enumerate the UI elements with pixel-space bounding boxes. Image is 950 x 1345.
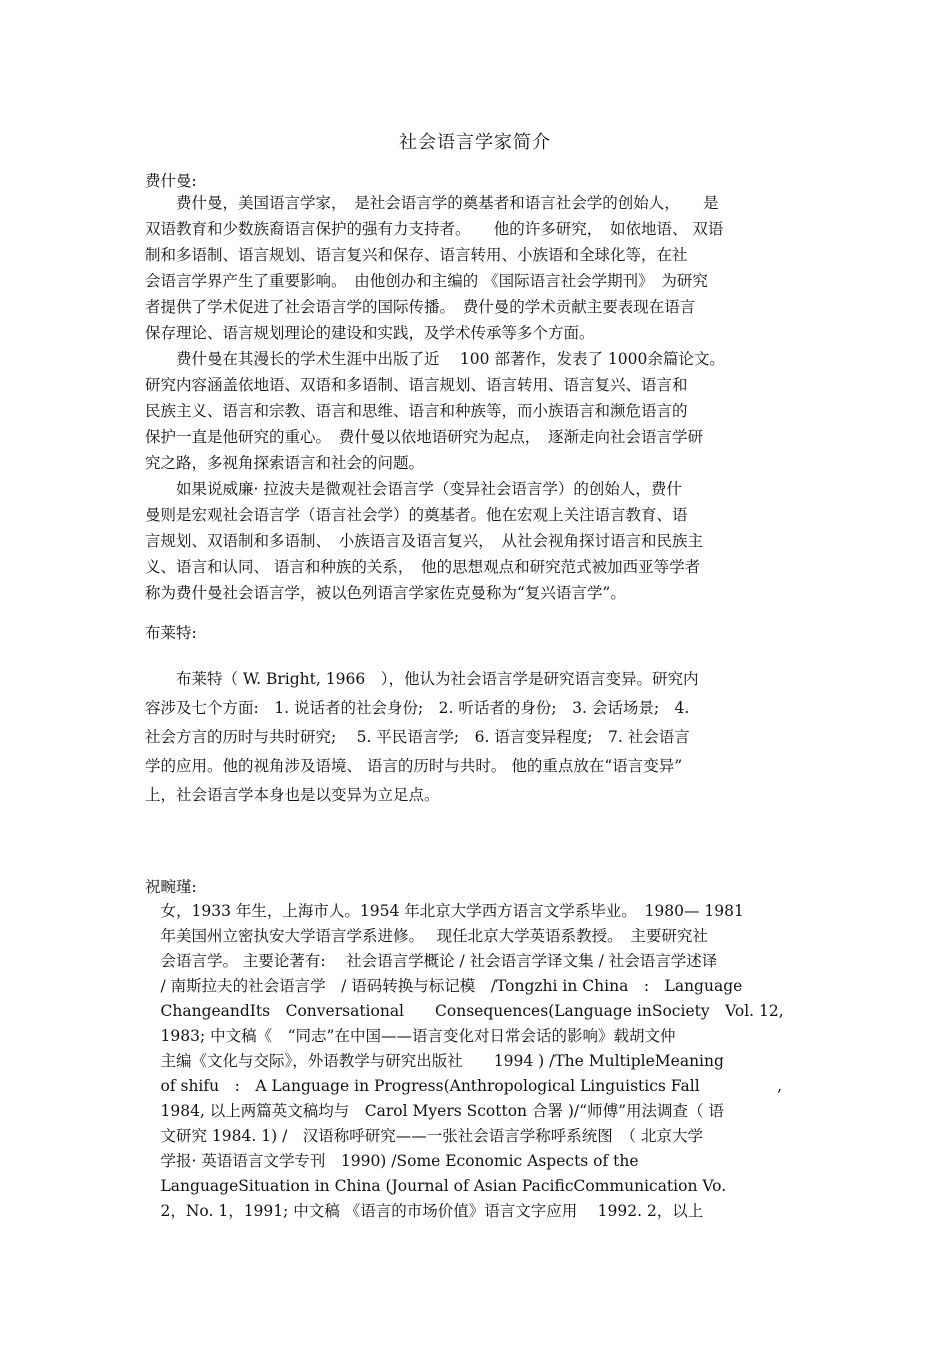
paragraph-line: 会语言学界产生了重要影响。 由他创办和主编的 《国际语言社会学期刊》 为研究 <box>145 272 708 290</box>
paragraph-line: 女，1933 年生，上海市人。1954 年北京大学西方语言文学系毕业。 1980— 1981 <box>145 902 744 920</box>
paragraph-line: 1984, 以上两篇英文稿均与 Carol Myers Scotton 合署 )/“师傅”用法调查（ 语 <box>145 1102 724 1120</box>
section-body-fishman <box>145 190 810 606</box>
paragraph-line: 1983; 中文稿《 “同志”在中国——语言变化对日常会话的影响》载胡文仲 <box>145 1027 676 1045</box>
paragraph-line: 民族主义、语言和宗教、语言和思维、语言和种族等，而小族语言和濒危语言的 <box>145 402 688 420</box>
paragraph-line: 2，No. 1，1991; 中文稿 《语言的市场价值》语言文字应用 1992. 2，以上 <box>145 1202 704 1220</box>
paragraph-line: ChangeandIts Conversational Consequences(Language inSociety Vol. 12, <box>145 1002 784 1020</box>
paragraph-line: / 南斯拉夫的社会语言学 / 语码转换与标记模 /Tongzhi in China : Language <box>145 977 743 995</box>
section-body-zhu <box>145 899 810 1224</box>
paragraph-line: 制和多语制、语言规划、语言复兴和保存、语言转用、小族语和全球化等，在社 <box>145 246 688 264</box>
paragraph-line: 费什曼在其漫长的学术生涯中出版了近 100 部著作，发表了 1000余篇论文。 <box>145 350 725 368</box>
paragraph-line: 研究内容涵盖依地语、双语和多语制、语言规划、语言转用、语言复兴、语言和 <box>145 376 688 394</box>
paragraph-line: 言规划、双语制和多语制、 小族语言及语言复兴， 从社会视角探讨语言和民族主 <box>145 532 704 550</box>
paragraph-line: 会语言学。 主要论著有: 社会语言学概论 / 社会语言学译文集 / 社会语言学述译 <box>145 952 718 970</box>
paragraph-line: 曼则是宏观社会语言学（语言社会学）的奠基者。他在宏观上关注语言教育、语 <box>145 506 688 524</box>
paragraph-line: 年美国州立密执安大学语言学系进修。 现任北京大学英语系教授。 主要研究社 <box>145 927 708 945</box>
paragraph-line: LanguageSituation in China (Journal of Asian PacificCommunication Vo. <box>145 1177 727 1195</box>
paragraph-line: 如果说威廉· 拉波夫是微观社会语言学（变异社会语言学）的创始人，费什 <box>145 480 682 498</box>
paragraph-line: 上，社会语言学本身也是以变异为立足点。 <box>145 786 440 804</box>
paragraph-line: of shifu : A Language in Progress(Anthropological Linguistics Fall , <box>145 1077 783 1095</box>
section-body-bright <box>145 665 810 810</box>
paragraph-line: 称为费什曼社会语言学，被以色列语言学家佐克曼称为“复兴语言学”。 <box>145 584 626 602</box>
section-heading-zhu: 祝畹瑾: <box>145 878 197 896</box>
paragraph-line: 义、语言和认同、 语言和种族的关系， 他的思想观点和研究范式被加西亚等学者 <box>145 558 701 576</box>
paragraph-line: 究之路，多视角探索语言和社会的问题。 <box>145 454 425 472</box>
paragraph-line: 容涉及七个方面: 1. 说话者的社会身份; 2. 听话者的身份; 3. 会话场景; 4. <box>145 699 690 717</box>
paragraph-line: 学报· 英语语言文学专刊 1990) /Some Economic Aspects of the <box>145 1152 639 1170</box>
paragraph-line: 文研究 1984. 1) / 汉语称呼研究——一张社会语言学称呼系统图 （ 北京大学 <box>145 1127 703 1145</box>
paragraph-line: 保存理论、语言规划理论的建设和实践，及学术传承等多个方面。 <box>145 324 595 342</box>
paragraph-line: 双语教育和少数族裔语言保护的强有力支持者。 他的许多研究， 如依地语、 双语 <box>145 220 724 238</box>
paragraph-line: 保护一直是他研究的重心。 费什曼以依地语研究为起点， 逐渐走向社会语言学研 <box>145 428 704 446</box>
section-heading-bright: 布莱特: <box>145 624 197 642</box>
paragraph-line: 主编《文化与交际》，外语教学与研究出版社 1994 ) /The MultipleMeaning <box>145 1052 724 1070</box>
section-heading-fishman: 费什曼: <box>145 172 197 190</box>
paragraph-line: 社会方言的历时与共时研究; 5. 平民语言学; 6. 语言变异程度; 7. 社会语言 <box>145 728 690 746</box>
paragraph-line: 者提供了学术促进了社会语言学的国际传播。 费什曼的学术贡献主要表现在语言 <box>145 298 696 316</box>
paragraph-line: 学的应用。他的视角涉及语境、 语言的历时与共时。 他的重点放在“语言变异” <box>145 757 683 775</box>
page-title: 社会语言学家简介 <box>399 132 551 153</box>
paragraph-line: 费什曼，美国语言学家， 是社会语言学的奠基者和语言社会学的创始人， 是 <box>145 194 719 212</box>
paragraph-line: 布莱特（ W. Bright, 1966 ），他认为社会语言学是研究语言变异。研究内 <box>145 670 699 688</box>
